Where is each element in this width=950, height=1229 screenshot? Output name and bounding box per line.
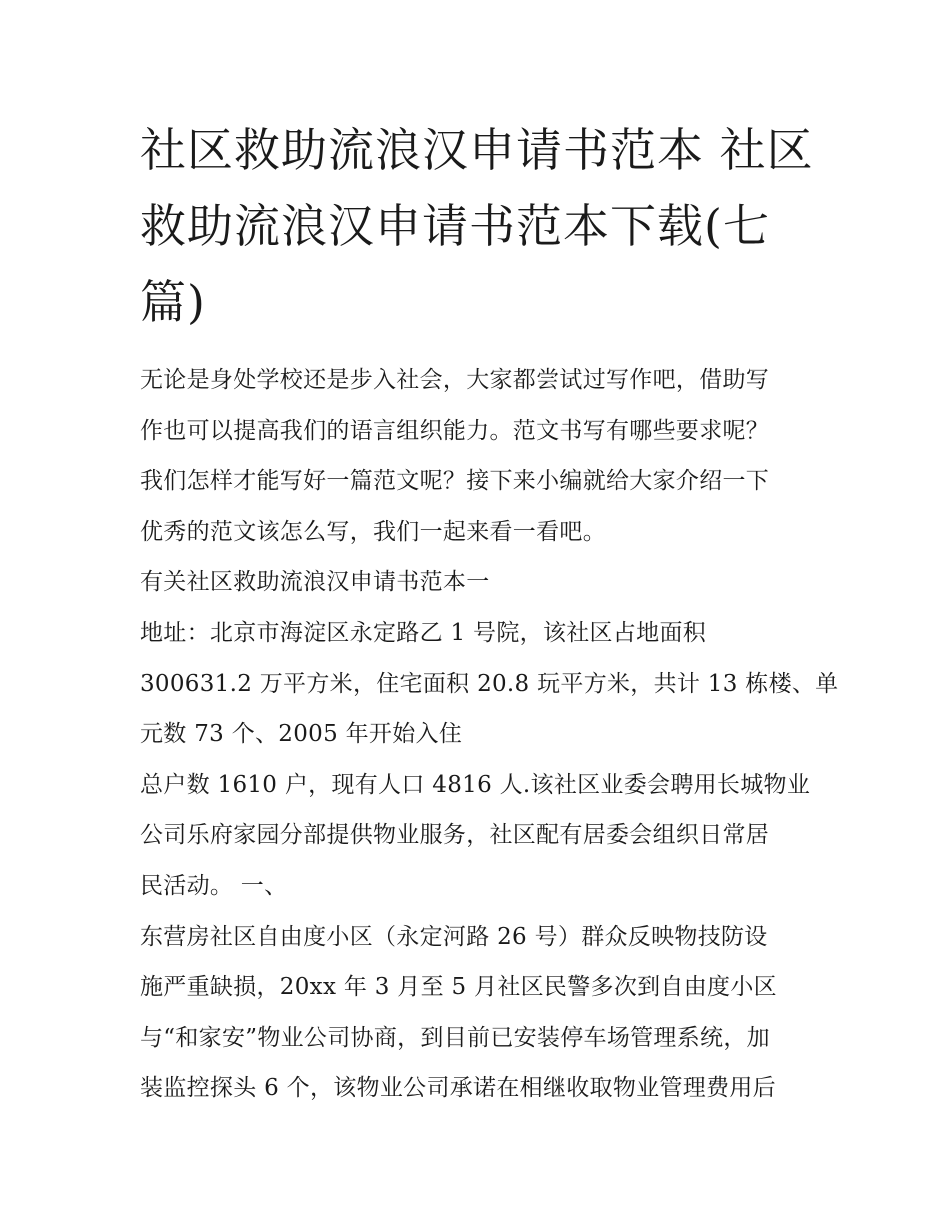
body-line: 300631.2 万平方米，住宅面积 20.8 玩平方米，共计 13 栋楼、单	[140, 670, 839, 697]
body-line: 公司乐府家园分部提供物业服务，社区配有居委会组织日常居	[140, 822, 770, 849]
body-line: 东营房社区自由度小区（永定河路 26 号）群众反映物技防设	[140, 923, 768, 950]
section-heading: 有关社区救助流浪汉申请书范本一	[140, 569, 490, 596]
body-line: 总户数 1610 户，现有人口 4816 人.该社区业委会聘用长城物业	[140, 771, 811, 798]
body-line: 作也可以提高我们的语言组织能力。范文书写有哪些要求呢？	[140, 417, 770, 444]
body-line: 优秀的范文该怎么写，我们一起来看一看吧。	[140, 518, 606, 545]
document-title: 社区救助流浪汉申请书范本 社区救助流浪汉申请书范本下载(七篇)	[140, 123, 814, 329]
body-line: 无论是身处学校还是步入社会，大家都尝试过写作吧，借助写	[140, 367, 770, 393]
body-line: 施严重缺损，20xx 年 3 月至 5 月社区民警多次到自由度小区	[140, 974, 777, 1001]
body-line: 装监控探头 6 个，该物业公司承诺在相继收取物业管理费用后	[140, 1075, 776, 1102]
body-line: 民活动。 一、	[140, 872, 288, 899]
body-line: 我们怎样才能写好一篇范文呢？接下来小编就给大家介绍一下	[140, 468, 770, 495]
body-line: 地址：北京市海淀区永定路乙 1 号院，该社区占地面积	[140, 619, 707, 646]
document-body	[140, 355, 839, 1114]
body-line: 与“和家安”物业公司协商，到目前已安装停车场管理系统，加	[140, 1024, 770, 1051]
body-line: 元数 73 个、2005 年开始入住	[140, 721, 463, 748]
